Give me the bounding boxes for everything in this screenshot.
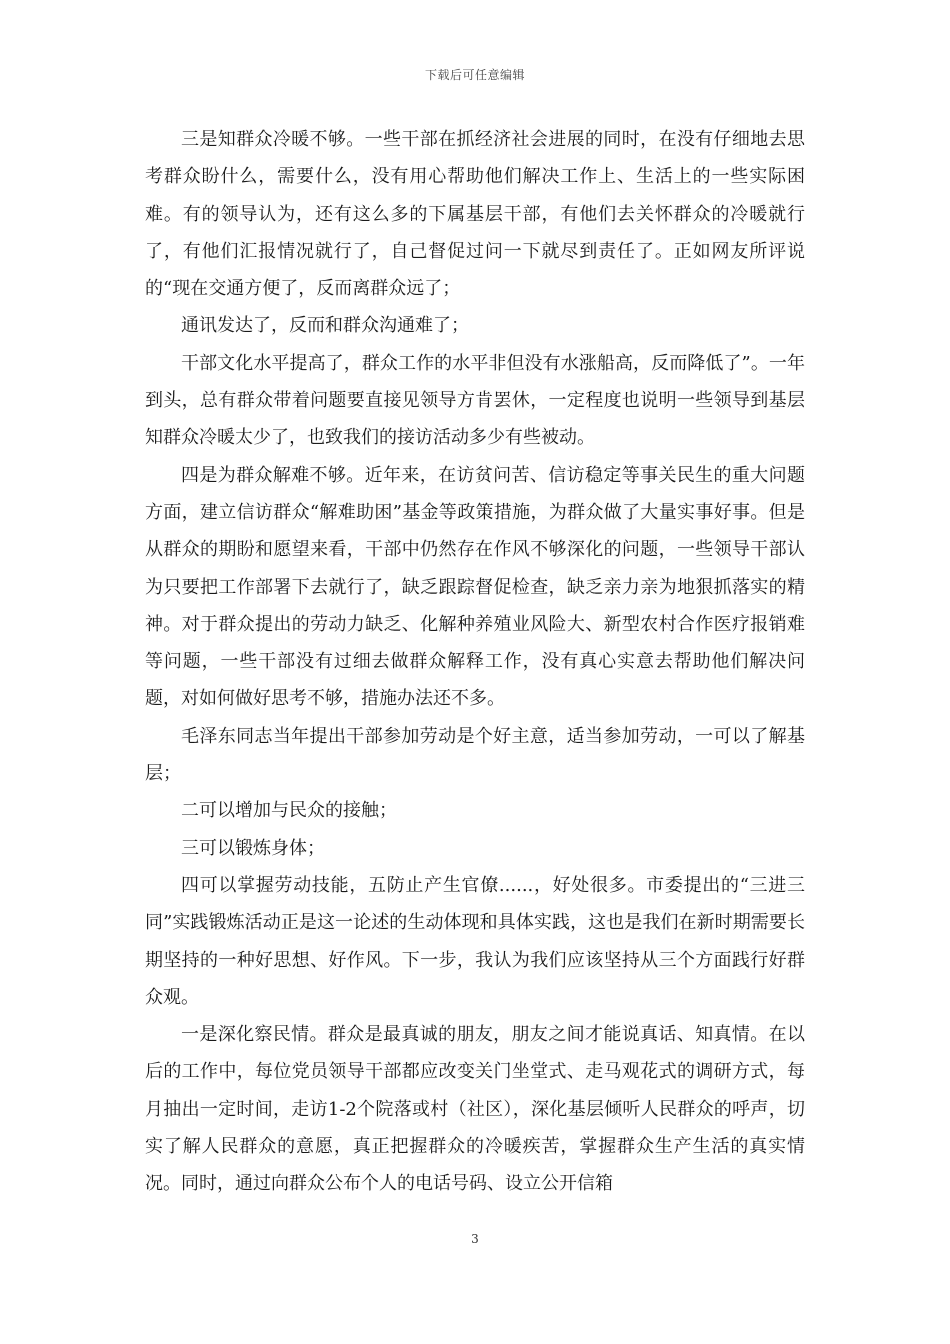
paragraph: 毛泽东同志当年提出干部参加劳动是个好主意，适当参加劳动，一可以了解基层；	[145, 725, 805, 785]
paragraph: 四可以掌握劳动技能，五防止产生官僚......，好处很多。市委提出的“三进三同”实践锻炼活动正是这一论述的生动体现和具体实践，这也是我们在新时期需要长期坚持的一种好思想、好作风。下一步，我认为我们应该坚持从三个方面践行好群众观。	[145, 874, 805, 1008]
page-number: 3	[471, 1232, 479, 1246]
paragraph: 通讯发达了，反而和群众沟通难了；	[181, 315, 469, 337]
paragraph: 三是知群众冷暖不够。一些干部在抓经济社会进展的同时，在没有仔细地去思考群众盼什么，需要什么，没有用心帮助他们解决工作上、生活上的一些实际困难。有的领导认为，还有这么多的下属基层干部，有他们去关怀群众的冷暖就行了，有他们汇报情况就行了，自己督促过问一下就尽到责任了。正如网友所评说的“现在交通方便了，反而离群众远了；	[145, 129, 805, 300]
document-body	[145, 121, 805, 1203]
paragraph: 干部文化水平提高了，群众工作的水平非但没有水涨船高，反而降低了”。一年到头，总有群众带着问题要直接见领导方肯罢休，一定程度也说明一些领导到基层知群众冷暖太少了，也致我们的接访活动多少有些被动。	[145, 352, 805, 449]
paragraph: 二可以增加与民众的接触；	[181, 800, 397, 822]
paragraph: 一是深化察民情。群众是最真诚的朋友，朋友之间才能说真话、知真情。在以后的工作中，每位党员领导干部都应改变关门坐堂式、走马观花式的调研方式，每月抽出一定时间，走访1-2个院落或村（社区），深化基层倾听人民群众的呼声，切实了解人民群众的意愿，真正把握群众的冷暖疾苦，掌握群众生产生活的真实情况。同时，通过向群众公布个人的电话号码、设立公开信箱	[145, 1024, 805, 1195]
page-header: 下载后可任意编辑	[424, 68, 525, 82]
paragraph: 四是为群众解难不够。近年来，在访贫问苦、信访稳定等事关民生的重大问题方面，建立信访群众“解难助困”基金等政策措施，为群众做了大量实事好事。但是从群众的期盼和愿望来看，干部中仍然存在作风不够深化的问题，一些领导干部认为只要把工作部署下去就行了，缺乏跟踪督促检查，缺乏亲力亲为地狠抓落实的精神。对于群众提出的劳动力缺乏、化解种养殖业风险大、新型农村合作医疗报销难等问题，一些干部没有过细去做群众解释工作，没有真心实意去帮助他们解决问题，对如何做好思考不够，措施办法还不多。	[145, 464, 805, 710]
paragraph: 三可以锻炼身体；	[181, 837, 325, 859]
